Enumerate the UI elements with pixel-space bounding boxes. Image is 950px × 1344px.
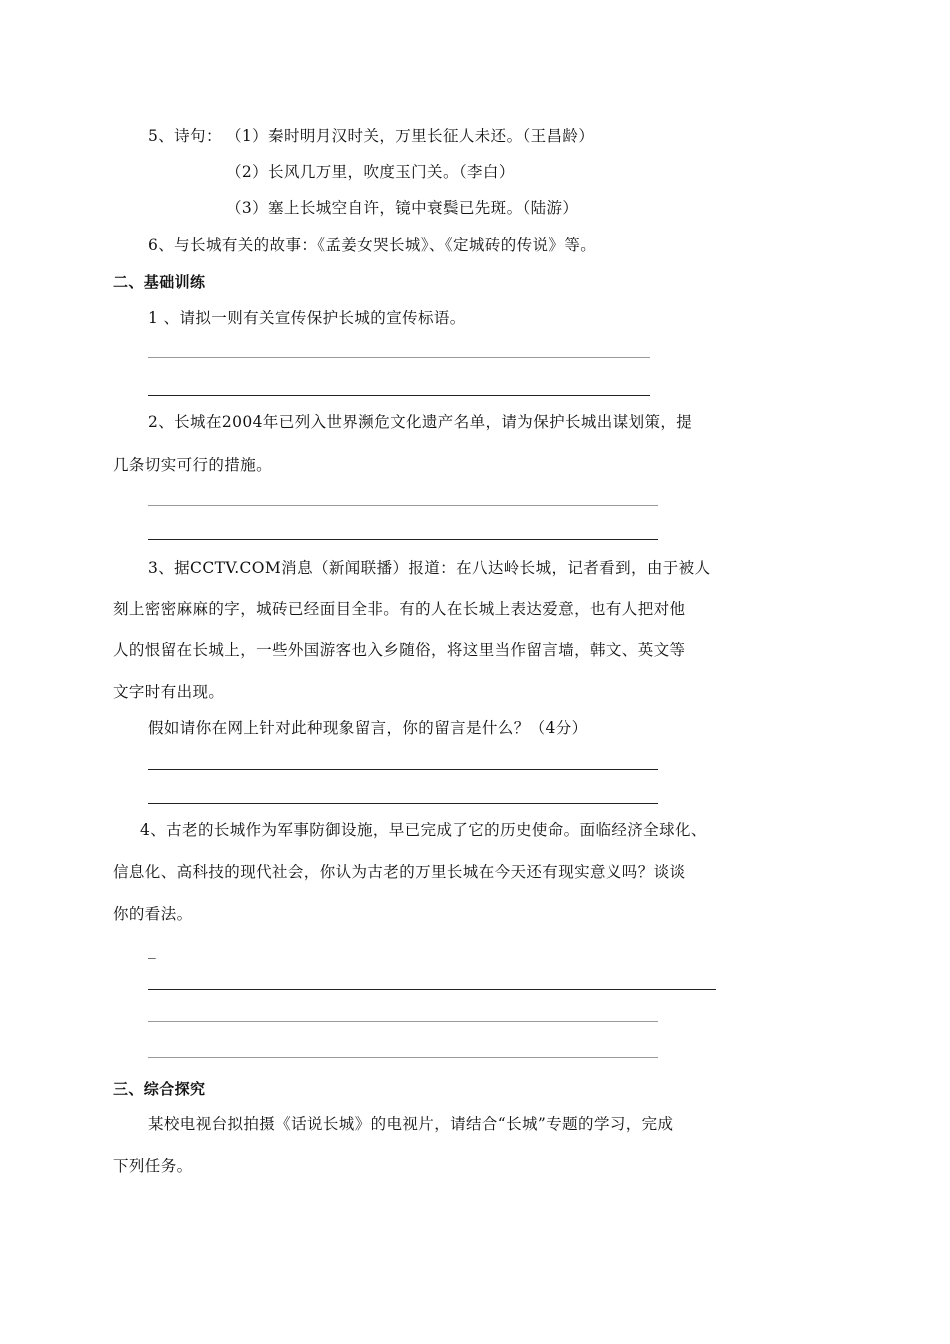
section-heading-comprehensive-inquiry: 三、综合探究 [113,1080,206,1098]
question-3-line-3: 人的恨留在长城上，一些外国游客也入乡随俗，将这里当作留言墙，韩文、英文等 [113,641,686,659]
item6-text: 6、与长城有关的故事：《孟姜女哭长城》、《定城砖的传说》等。 [148,236,597,254]
question-3-prompt: 假如请你在网上针对此种现象留言，你的留言是什么？（4分） [148,719,588,737]
answer-line[interactable] [148,769,658,770]
answer-line[interactable] [148,1057,658,1058]
poem-line-2: （2）长风几万里，吹度玉门关。（李白） [226,163,515,181]
question-2-line-2: 几条切实可行的措施。 [113,456,273,474]
question-4-line-2: 信息化、高科技的现代社会，你认为古老的万里长城在今天还有现实意义吗？谈谈 [113,863,686,881]
answer-line[interactable] [148,539,658,540]
answer-line[interactable] [148,395,650,396]
answer-line[interactable] [148,1021,658,1022]
answer-dash: _ [148,941,157,959]
section3-intro-line-2: 下列任务。 [113,1157,193,1175]
question-2-line-1: 2、长城在2004年已列入世界濒危文化遗产名单，请为保护长城出谋划策，提 [148,413,693,431]
answer-line[interactable] [148,357,650,358]
poem-line-1: （1）秦时明月汉时关，万里长征人未还。（王昌龄） [226,127,595,145]
poem-line-3: （3）塞上长城空自许，镜中衰鬓已先斑。（陆游） [226,199,579,217]
section-heading-basic-training: 二、基础训练 [113,273,206,291]
question-4-line-1: 4、古老的长城作为军事防御设施，早已完成了它的历史使命。面临经济全球化、 [140,821,707,839]
section3-intro-line-1: 某校电视台拟拍摄《话说长城》的电视片，请结合“长城”专题的学习，完成 [148,1115,674,1133]
question-3-line-2: 刻上密密麻麻的字，城砖已经面目全非。有的人在长城上表达爱意，也有人把对他 [113,600,686,618]
question-4-line-3: 你的看法。 [113,905,193,923]
answer-line[interactable] [148,989,716,990]
question-3-line-4: 文字时有出现。 [113,683,225,701]
question-1: 1 、请拟一则有关宣传保护长城的宣传标语。 [148,309,466,327]
question-3-line-1: 3、据CCTV.COM消息（新闻联播）报道：在八达岭长城，记者看到，由于被人 [148,559,711,577]
answer-line[interactable] [148,803,658,804]
answer-line[interactable] [148,505,658,506]
item5-label: 5、诗句： [148,127,222,145]
